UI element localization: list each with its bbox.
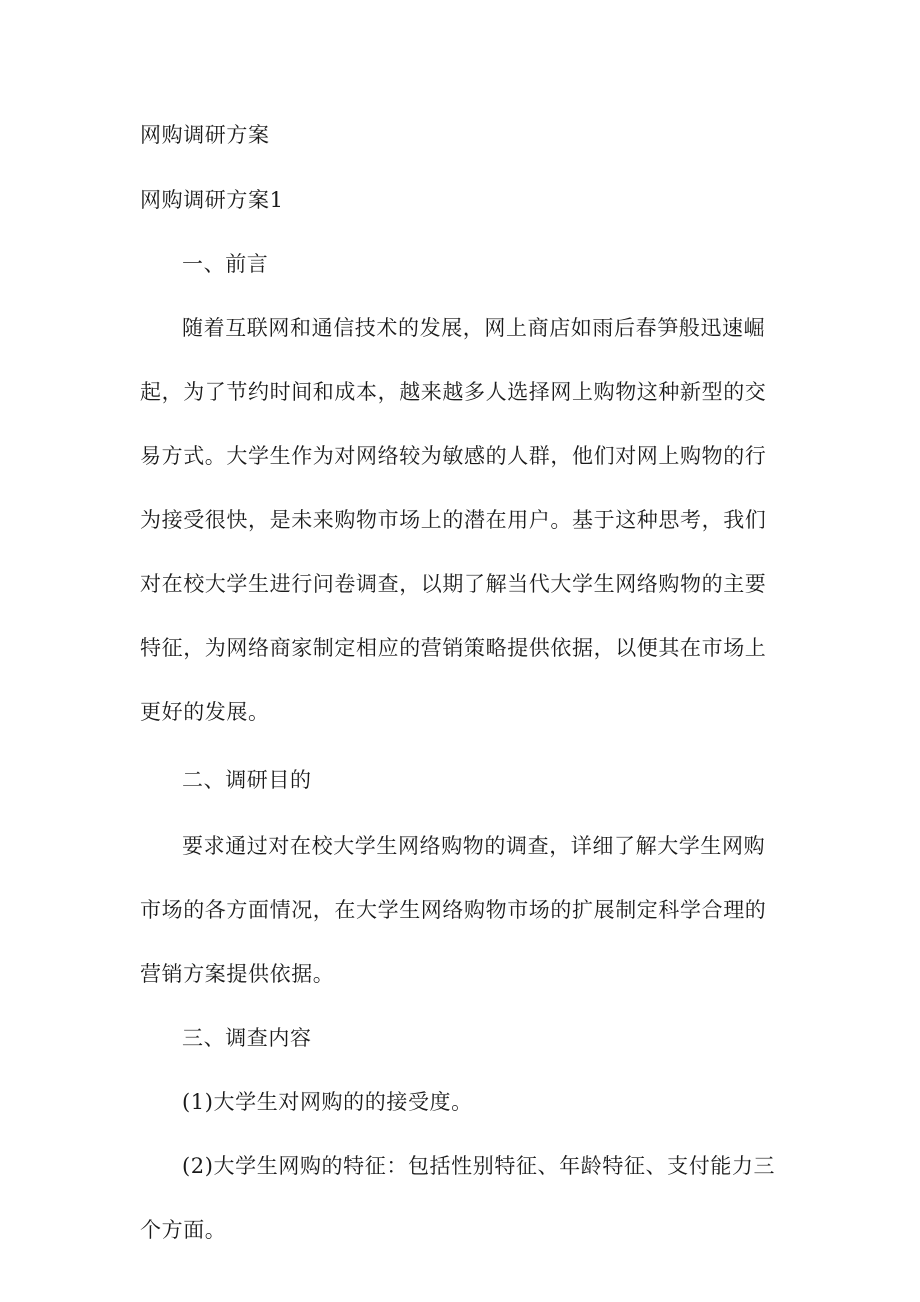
- paragraph-line: 要求通过对在校大学生网络购物的调查，详细了解大学生网购: [182, 834, 766, 858]
- section-heading-purpose: 二、调研目的: [182, 768, 312, 792]
- paragraph-line: 特征，为网络商家制定相应的营销策略提供依据，以便其在市场上: [140, 636, 767, 660]
- paragraph-line: 对在校大学生进行问卷调查，以期了解当代大学生网络购物的主要: [140, 572, 767, 596]
- list-item: (2)大学生网购的特征：包括性别特征、年龄特征、支付能力三: [182, 1154, 776, 1178]
- list-item: (1)大学生对网购的的接受度。: [182, 1090, 473, 1114]
- section-heading-preface: 一、前言: [182, 252, 269, 276]
- document-title: 网购调研方案: [140, 123, 270, 147]
- document-subtitle: 网购调研方案1: [140, 188, 284, 212]
- paragraph-line: 更好的发展。: [140, 700, 270, 724]
- paragraph-line: 起，为了节约时间和成本，越来越多人选择网上购物这种新型的交: [140, 380, 767, 404]
- section-heading-content: 三、调查内容: [182, 1026, 312, 1050]
- paragraph-line: 易方式。大学生作为对网络较为敏感的人群，他们对网上购物的行: [140, 444, 767, 468]
- paragraph-line: 营销方案提供依据。: [140, 962, 335, 986]
- paragraph-line: 市场的各方面情况，在大学生网络购物市场的扩展制定科学合理的: [140, 898, 767, 922]
- paragraph-line: 随着互联网和通信技术的发展，网上商店如雨后春笋般迅速崛: [182, 316, 766, 340]
- list-item-continuation: 个方面。: [140, 1218, 227, 1242]
- paragraph-line: 为接受很快，是未来购物市场上的潜在用户。基于这种思考，我们: [140, 508, 767, 532]
